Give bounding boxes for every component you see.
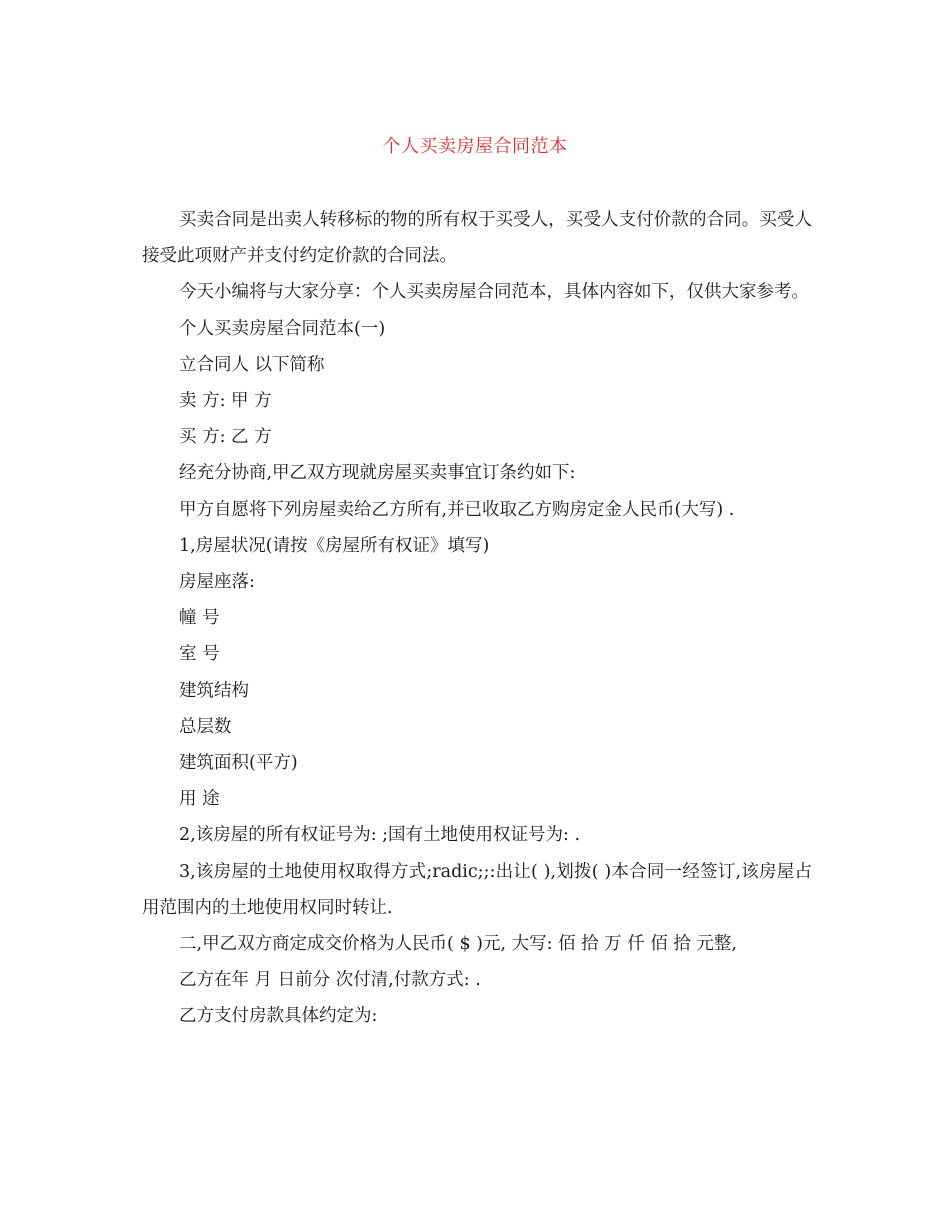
agreement-line: 经充分协商,甲乙双方现就房屋买卖事宜订条约如下: <box>179 463 576 484</box>
payment-line: 乙方在年 月 日前分 次付清,付款方式: . <box>179 970 481 991</box>
contract-parties-line: 立合同人 以下简称 <box>179 354 325 375</box>
usage-line: 用 途 <box>179 789 220 810</box>
price-line: 二,甲乙双方商定成交价格为人民币( $ )元, 大写: 佰 拾 万 仟 佰 拾 元整, <box>179 934 737 955</box>
buyer-line: 买 方: 乙 方 <box>179 427 272 448</box>
intro-paragraph: 今天小编将与大家分享：个人买卖房屋合同范本，具体内容如下，仅供大家参考。 <box>179 282 809 303</box>
house-status-line: 1,房屋状况(请按《房屋所有权证》填写) <box>179 535 490 556</box>
payment-terms-line: 乙方支付房款具体约定为: <box>179 1006 378 1027</box>
structure-line: 建筑结构 <box>179 680 249 701</box>
deposit-line: 甲方自愿将下列房屋卖给乙方所有,并已收取乙方购房定金人民币(大写) . <box>179 499 735 520</box>
seller-line: 卖 方: 甲 方 <box>179 391 272 412</box>
section-heading: 个人买卖房屋合同范本(一) <box>179 318 386 339</box>
land-use-paragraph: 3,该房屋的土地使用权取得方式;radic;;:出让( ),划拨( )本合同一经签订,该房屋占用范围内的土地使用权同时转让. <box>142 861 812 918</box>
document-body <box>142 202 812 1035</box>
certificate-line: 2,该房屋的所有权证号为: ;国有土地使用权证号为: . <box>179 825 581 846</box>
building-number-line: 幢 号 <box>179 608 220 629</box>
floors-line: 总层数 <box>179 716 232 737</box>
room-number-line: 室 号 <box>179 644 220 665</box>
intro-paragraph: 买卖合同是出卖人转移标的物的所有权于买受人，买受人支付价款的合同。买受人接受此项财产并支付约定价款的合同法。 <box>142 210 812 267</box>
area-line: 建筑面积(平方) <box>179 753 298 774</box>
house-location-line: 房屋座落: <box>179 572 255 593</box>
document-title: 个人买卖房屋合同范本 <box>382 136 568 157</box>
